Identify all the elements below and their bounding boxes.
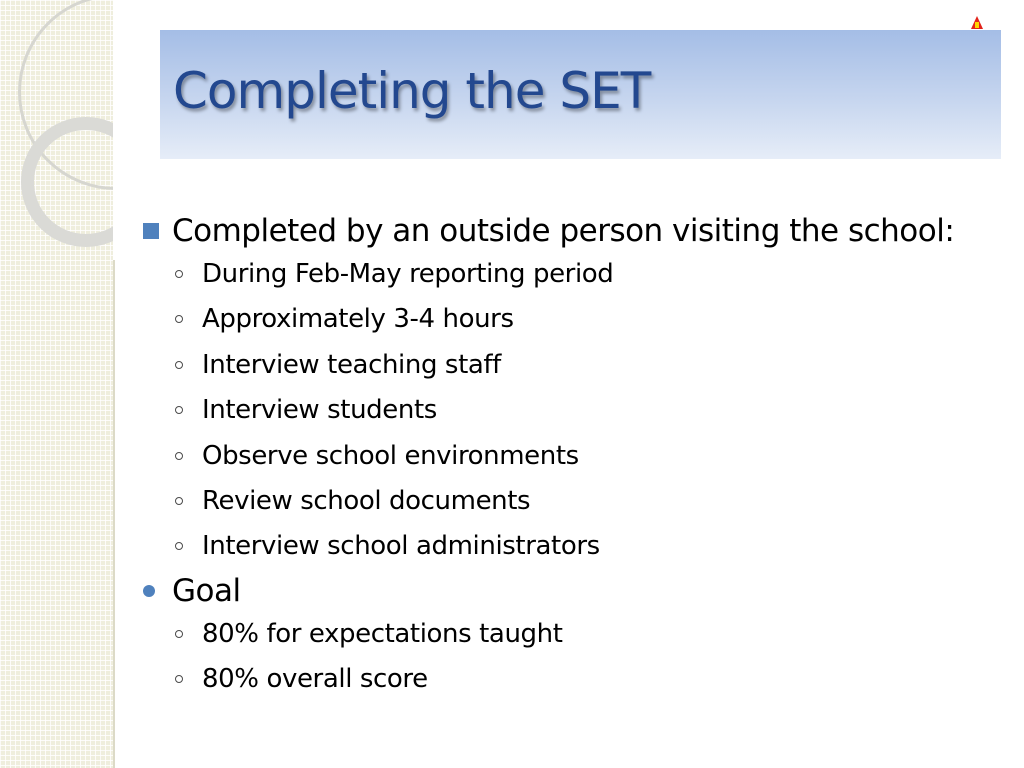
- bullet-item: [140, 210, 980, 252]
- sub-bullet-item: [140, 297, 980, 342]
- dot-bullet-icon: [143, 585, 155, 597]
- ring-bullet-icon: [175, 630, 183, 638]
- sub-bullet-text: During Feb-May reporting period: [202, 259, 614, 289]
- sub-bullet-text: Approximately 3-4 hours: [202, 304, 514, 335]
- sub-bullet-text: Observe school environments: [202, 440, 579, 471]
- ring-bullet-icon: [175, 452, 183, 460]
- bullet-item: [140, 570, 980, 612]
- ring-bullet-icon: [175, 542, 183, 550]
- sub-bullet-item: [140, 657, 980, 702]
- ring-bullet-icon: [175, 406, 183, 414]
- corner-marker-icon: [971, 16, 983, 29]
- sub-bullet-text: Review school documents: [202, 486, 531, 517]
- ring-bullet-icon: [175, 497, 183, 505]
- sub-bullet-text: 80% overall score: [202, 664, 428, 695]
- sub-bullet-item: [140, 479, 980, 524]
- slide-body: [140, 210, 980, 703]
- sub-bullet-item: [140, 343, 980, 388]
- ring-bullet-icon: [175, 675, 183, 683]
- bullet-text: Goal: [172, 572, 241, 609]
- sub-bullet-item: [140, 434, 980, 479]
- slide-title: Completing the SET: [173, 62, 651, 120]
- sub-bullet-text: Interview teaching staff: [202, 349, 501, 380]
- sub-bullet-text: Interview students: [202, 395, 437, 426]
- sub-bullet-item: [140, 612, 980, 657]
- sub-bullet-item: [140, 252, 980, 297]
- square-bullet-icon: [143, 223, 159, 239]
- ring-bullet-icon: [175, 270, 183, 278]
- sub-bullet-text: Interview school administrators: [202, 531, 600, 562]
- sub-bullet-text: 80% for expectations taught: [202, 618, 563, 649]
- ring-bullet-icon: [175, 315, 183, 323]
- sub-bullet-item: [140, 524, 980, 569]
- bullet-text: Completed by an outside person visiting the school:: [172, 213, 955, 249]
- sub-bullet-item: [140, 388, 980, 433]
- ring-bullet-icon: [175, 361, 183, 369]
